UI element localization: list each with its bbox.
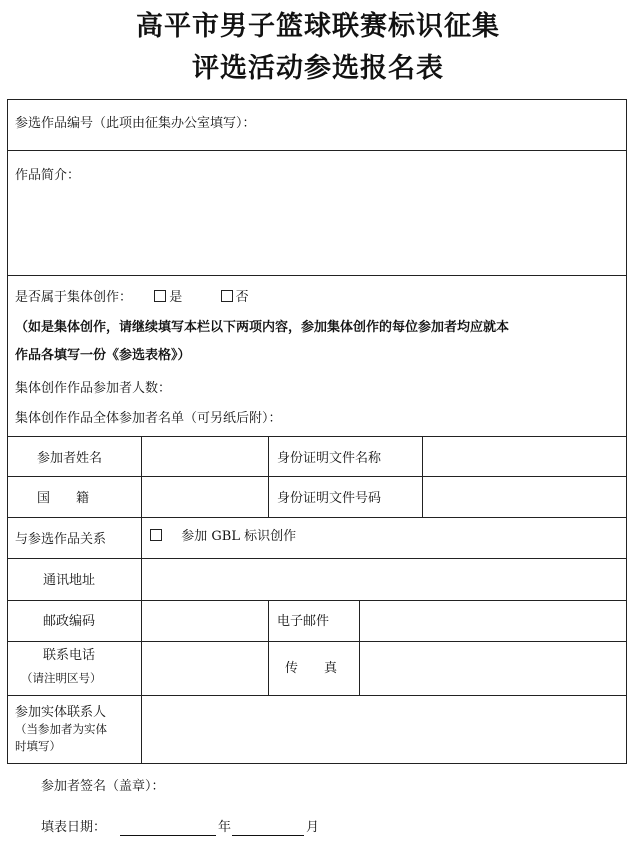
row-divider [7,600,627,601]
no-option-label: 否 [235,290,249,305]
participant-list-label: 集体创作作品全体参加者名单（可另纸后附）： [15,411,282,426]
id-document-number-label: 身份证明文件号码 [277,491,382,506]
entity-note-line2: 时填写） [15,739,61,753]
form-title-line2: 评选活动参选报名表 [192,53,444,84]
column-divider [141,436,142,764]
address-label: 通讯地址 [43,573,96,588]
row-divider [7,641,627,642]
row-divider [7,476,627,477]
participant-count-label: 集体创作作品参加者人数： [15,381,172,396]
form-title-line1: 高平市男子篮球联赛标识征集 [136,11,500,42]
column-divider [422,436,423,517]
yes-option-label: 是 [169,290,183,305]
row-divider [7,150,627,151]
phone-note: （请注明区号） [21,671,102,685]
year-blank[interactable] [120,835,216,836]
month-blank[interactable] [232,835,304,836]
row-divider [7,517,627,518]
entry-number-label: 参选作品编号（此项由征集办公室填写）： [15,116,256,131]
signature-label: 参加者签名（盖章）： [41,779,165,794]
collective-note-line1: （如是集体创作，请继续填写本栏以下两项内容，参加集体创作的每位参加者均应就本 [15,320,510,335]
column-divider [268,600,269,695]
relation-option-row [150,529,296,545]
entity-note-line1: （当参加者为实体 [15,722,107,736]
row-divider [7,275,627,276]
no-checkbox[interactable] [221,290,233,302]
id-document-name-label: 身份证明文件名称 [277,451,382,466]
row-divider [7,436,627,437]
email-label: 电子邮件 [277,614,330,629]
relation-checkbox[interactable] [150,529,162,541]
column-divider [359,600,360,695]
year-label: 年 [218,820,232,835]
entity-contact-label: 参加实体联系人 [15,705,107,720]
row-divider [7,558,627,559]
fax-label: 传 真 [285,661,338,676]
column-divider [268,436,269,517]
yes-checkbox[interactable] [154,290,166,302]
intro-label: 作品简介： [15,168,81,183]
relation-label: 与参选作品关系 [15,532,107,547]
collective-note-line2: 作品各填写一份《参选表格》） [15,348,191,363]
participant-name-label: 参加者姓名 [37,451,103,466]
postcode-label: 邮政编码 [43,614,96,629]
collective-question-label: 是否属于集体创作： [15,290,133,305]
phone-label: 联系电话 [43,648,96,663]
row-divider [7,695,627,696]
month-label: 月 [306,820,320,835]
relation-option-label: 参加 GBL 标识创作 [181,529,297,544]
collective-question-row [15,290,249,306]
nationality-label: 国 籍 [37,491,90,506]
date-label: 填表日期： [41,820,107,835]
